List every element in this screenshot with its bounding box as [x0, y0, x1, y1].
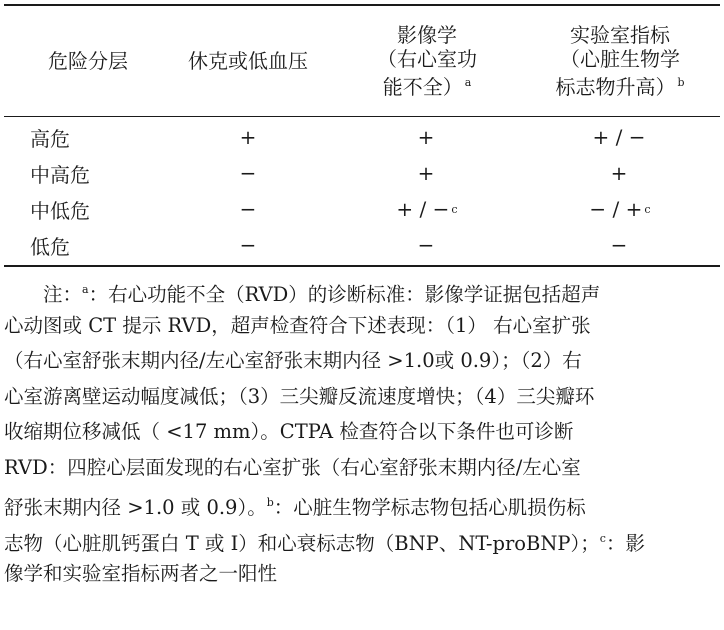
header-imaging-line: （右心室功 [377, 47, 477, 71]
footnote-line: 心动图或 CT 提示 RVD，超声检查符合下述表现：（1） 右心室扩张 [4, 313, 591, 337]
header-imaging-line: 能不全） [382, 75, 463, 99]
header-lab-line: 实验室指标 [569, 23, 670, 47]
cell-lab: − [610, 233, 628, 257]
cell-risk-level: 中高危 [30, 162, 90, 187]
footnote-line: 心室游离壁运动幅度减低；（3）三尖瓣反流速度增快；（4）三尖瓣环 [4, 384, 595, 408]
footnote-line: （右心室舒张末期内径/左心室舒张末期内径 >1.0或 0.9）；（2）右 [4, 349, 582, 372]
footnote-line: 像学和实验室指标两者之一阳性 [4, 562, 278, 585]
table-body [4, 117, 720, 265]
footnote-line: 收缩期位移减低（ <17 mm）。CTPA 检查符合以下条件也可诊断 [4, 420, 574, 443]
cell-risk-level: 低危 [30, 234, 70, 259]
cell-lab: + [610, 161, 628, 185]
header-lab-indicators [520, 6, 720, 116]
table-row [4, 119, 720, 155]
header-risk-level: 危险分层 [48, 49, 128, 73]
footnote-marker: b [677, 76, 685, 89]
cell-lab: + / − [592, 125, 646, 149]
cell-imaging: + [417, 161, 435, 185]
cell-shock: − [239, 197, 257, 221]
table-row [4, 155, 720, 191]
header-lab-line: 标志物升高） [555, 75, 676, 99]
header-imaging-line: 影像学 [397, 23, 457, 47]
footnote-marker: a [464, 76, 472, 89]
footnote-line: RVD：四腔心层面发现的右心室扩张（右心室舒张末期内径/左心室 [4, 455, 581, 479]
header-lab-line: （心脏生物学 [559, 47, 680, 71]
footnote-line: 舒张末期内径 >1.0 或 0.9）。$^b$：心脏生物学标志物包括心肌损伤标 [4, 496, 586, 519]
cell-imaging: + / − c [396, 197, 458, 221]
table-row [4, 191, 720, 227]
cell-lab: − / + c [589, 197, 651, 221]
footnote-line: 志物（心脏肌钙蛋白 T 或 I）和心衰标志物（BNP、NT-proBNP）；$^c$：影 [4, 531, 645, 555]
table-footnote [4, 272, 720, 592]
cell-imaging: + [417, 125, 435, 149]
header-imaging [334, 6, 520, 116]
cell-shock: − [239, 161, 257, 185]
cell-shock: − [239, 233, 257, 257]
table-header [4, 6, 720, 117]
cell-shock: + [239, 125, 257, 149]
cell-risk-level: 中低危 [30, 198, 90, 223]
header-shock-hypotension: 休克或低血压 [188, 49, 308, 73]
cell-imaging: − [417, 233, 435, 257]
risk-stratification-table [4, 4, 720, 267]
footnote-line: 注：$^a$：右心功能不全（RVD）的诊断标准：影像学证据包括超声 [4, 283, 601, 306]
cell-risk-level: 高危 [30, 126, 70, 151]
table-row [4, 227, 720, 263]
